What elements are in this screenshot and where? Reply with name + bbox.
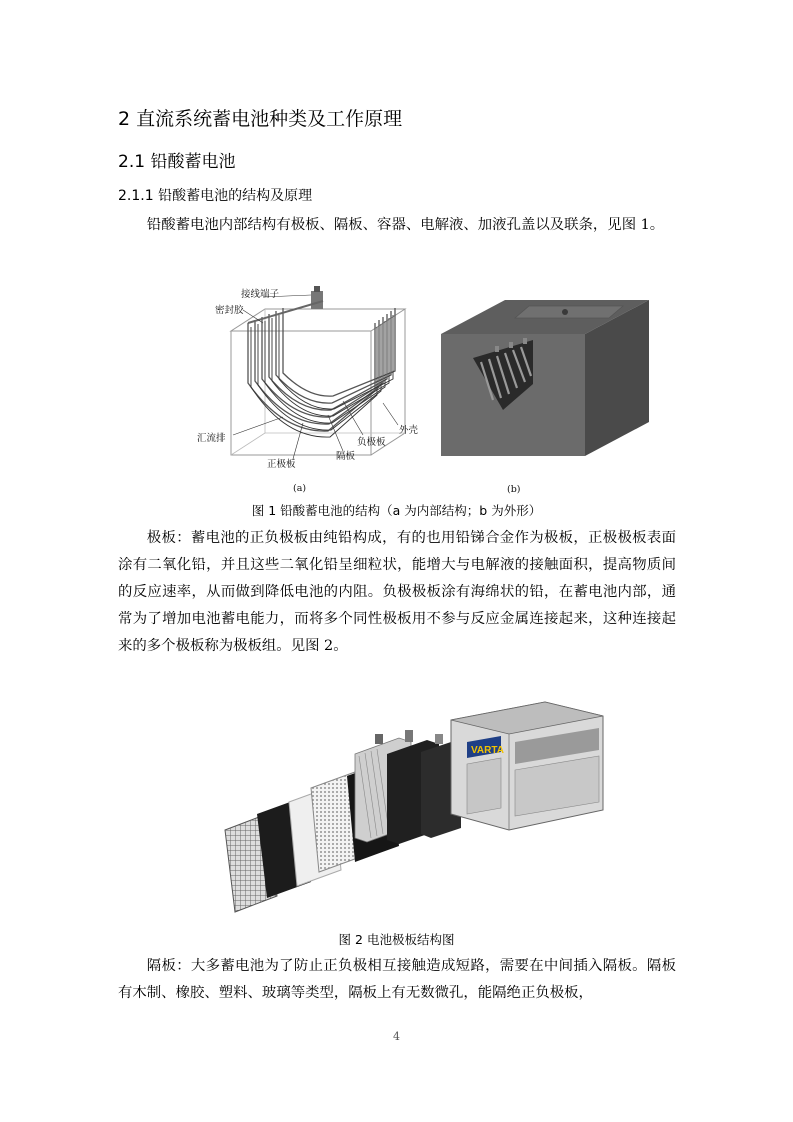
label-case: 外壳	[399, 425, 419, 436]
label-busbar: 汇流排	[197, 433, 226, 444]
figure1-caption: 图 1 铅酸蓄电池的结构（a 为内部结构；b 为外形）	[251, 503, 542, 518]
label-sub-b: (b)	[507, 484, 521, 494]
paragraph-structure: 铅酸蓄电池内部结构有极板、隔板、容器、电解液、加液孔盖以及联条，见图 1。	[146, 217, 665, 233]
paragraph-plates: 极板：蓄电池的正负极板由纯铅构成，有的也用铅锑合金作为极板，正极极板表面涂有二氧化铅，并且这些二氧化铅呈细粒状，能增大与电解液的接触面积，提高物质间的反应速率，从而做到降低电池的内阻。负极极板涂有海绵状的铅，在蓄电池内部，通常为了增加电池蓄电能力，而将多个同性极板用不参与反应金属连接起来，这种连接起来的多个极板称为极板组。见图 2。	[118, 530, 676, 654]
figure2-plate-structure	[215, 690, 610, 922]
label-sub-a: (a)	[293, 483, 307, 494]
figure1-external-appearance	[433, 288, 655, 494]
varta-brand-logo: VARTA	[471, 745, 504, 756]
section-heading: 2 直流系统蓄电池种类及工作原理	[118, 108, 403, 130]
label-terminal: 接线端子	[241, 289, 280, 300]
page-number: 4	[393, 1030, 400, 1043]
label-positive-plate: 正极板	[267, 459, 296, 470]
label-sealant: 密封胶	[215, 305, 244, 316]
subsubsection-heading: 2.1.1 铅酸蓄电池的结构及原理	[118, 188, 313, 204]
label-negative-plate: 负极板	[357, 437, 386, 448]
label-separator: 隔板	[336, 451, 356, 462]
figure1-internal-structure	[193, 283, 421, 495]
subsection-heading: 2.1 铅酸蓄电池	[118, 152, 236, 172]
figure2-caption: 图 2 电池极板结构图	[338, 932, 455, 947]
paragraph-separator: 隔板：大多蓄电池为了防止正负极相互接触造成短路，需要在中间插入隔板。隔板有木制、橡胶、塑料、玻璃等类型，隔板上有无数微孔，能隔绝正负极板，	[118, 958, 676, 1001]
